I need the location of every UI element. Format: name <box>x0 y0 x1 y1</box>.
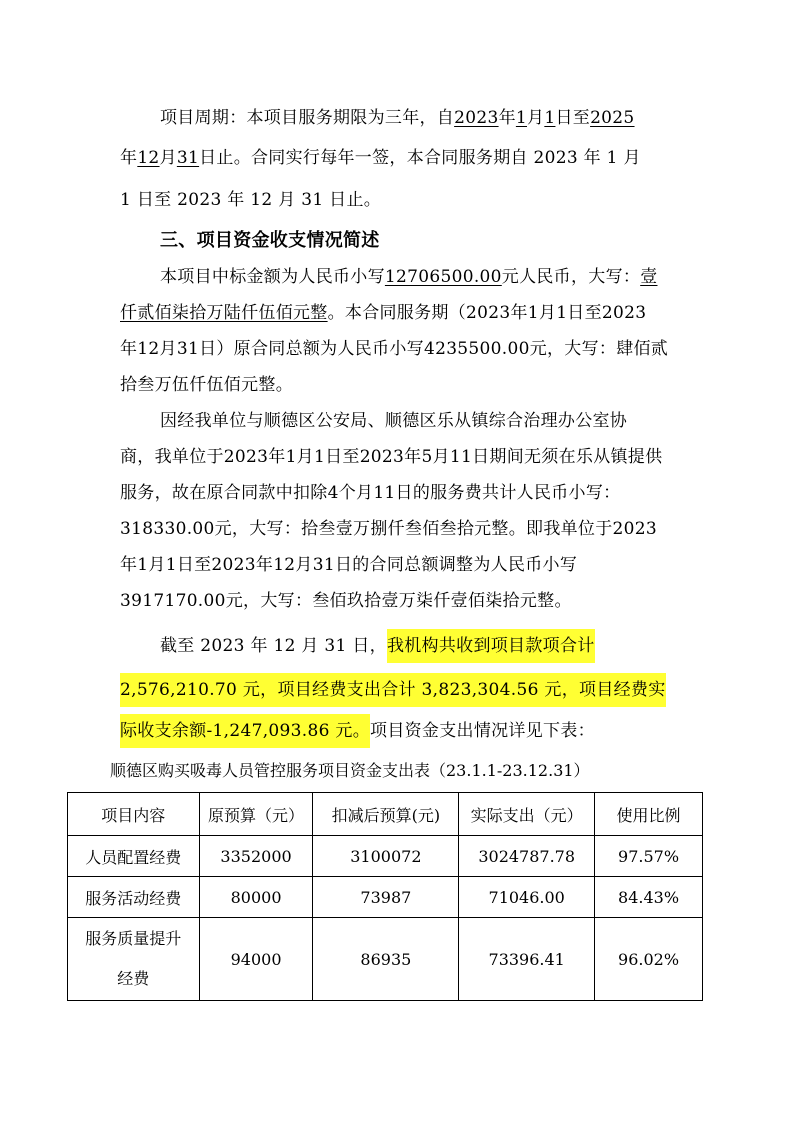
para4-line2 <box>120 678 666 702</box>
para2-line4: 拾叁万伍仟伍佰元整。 <box>120 375 293 395</box>
para2-line2: 仟贰佰柒拾万陆仟伍佰元整。本合同服务期（2023年1月1日至2023 <box>120 303 647 323</box>
cell-item: 人员配置经费 <box>68 836 200 877</box>
col-header-actual-spend: 实际支出（元） <box>459 793 595 836</box>
para3-line3: 服务，故在原合同款中扣除4个月11日的服务费共计人民币小写： <box>120 483 621 503</box>
para1-line3: 1 日至 2023 年 12 月 31 日止。 <box>120 190 382 210</box>
cell-item: 服务活动经费 <box>68 877 200 918</box>
cell-usage-ratio: 96.02% <box>595 918 703 1001</box>
highlight-span: 2,576,210.70 元，项目经费支出合计 3,823,304.56 元，项目经费实 <box>120 673 666 707</box>
para2-line1: 本项目中标金额为人民币小写12706500.00元人民币，大写：壹 <box>160 267 658 287</box>
para4-line3: 际收支余额-1,247,093.86 元。项目资金支出情况详见下表： <box>120 719 595 743</box>
para4-line1: 截至 2023 年 12 月 31 日，我机构共收到项目款项合计 <box>160 634 595 658</box>
highlight-span: 我机构共收到项目款项合计 <box>387 629 595 663</box>
col-header-original-budget: 原预算（元） <box>199 793 313 836</box>
cell-actual-spend: 3024787.78 <box>459 836 595 877</box>
para1-line2: 年12月31日止。合同实行每年一签，本合同服务期自 2023 年 1 月 <box>120 148 641 168</box>
cell-actual-spend: 71046.00 <box>459 877 595 918</box>
highlight-span: 际收支余额-1,247,093.86 元。 <box>120 714 370 748</box>
cell-adjusted-budget: 73987 <box>313 877 459 918</box>
cell-adjusted-budget: 3100072 <box>313 836 459 877</box>
para3-line5: 年1月1日至2023年12月31日的合同总额调整为人民币小写 <box>120 555 578 575</box>
section-heading: 三、项目资金收支情况简述 <box>160 230 380 251</box>
cell-actual-spend: 73396.41 <box>459 918 595 1001</box>
cell-original-budget: 80000 <box>199 877 313 918</box>
para2-line3: 年12月31日）原合同总额为人民币小写4235500.00元，大写：肆佰贰 <box>120 339 669 359</box>
para3-line2: 商，我单位于2023年1月1日至2023年5月11日期间无须在乐从镇提供 <box>120 447 663 467</box>
para1-line1: 项目周期：本项目服务期限为三年，自2023年1月1日至2025 <box>160 108 635 128</box>
col-header-item: 项目内容 <box>68 793 200 836</box>
cell-original-budget: 94000 <box>199 918 313 1001</box>
cell-original-budget: 3352000 <box>199 836 313 877</box>
col-header-usage-ratio: 使用比例 <box>595 793 703 836</box>
cell-adjusted-budget: 86935 <box>313 918 459 1001</box>
table-header-row <box>68 793 703 836</box>
table-row <box>68 918 703 1001</box>
col-header-adjusted-budget: 扣减后预算(元) <box>313 793 459 836</box>
para3-line4: 318330.00元，大写：拾叁壹万捌仟叁佰叁拾元整。即我单位于2023 <box>120 519 657 539</box>
cell-usage-ratio: 84.43% <box>595 877 703 918</box>
para3-line1: 因经我单位与顺德区公安局、顺德区乐从镇综合治理办公室协 <box>160 411 628 431</box>
funds-table <box>67 792 703 1001</box>
cell-item: 服务质量提升 经费 <box>68 918 200 1001</box>
para3-line6: 3917170.00元，大写：叁佰玖拾壹万柒仟壹佰柒拾元整。 <box>120 591 572 611</box>
table-caption: 顺德区购买吸毒人员管控服务项目资金支出表（23.1.1-23.12.31） <box>110 761 590 780</box>
table-row <box>68 836 703 877</box>
cell-usage-ratio: 97.57% <box>595 836 703 877</box>
table-row <box>68 877 703 918</box>
